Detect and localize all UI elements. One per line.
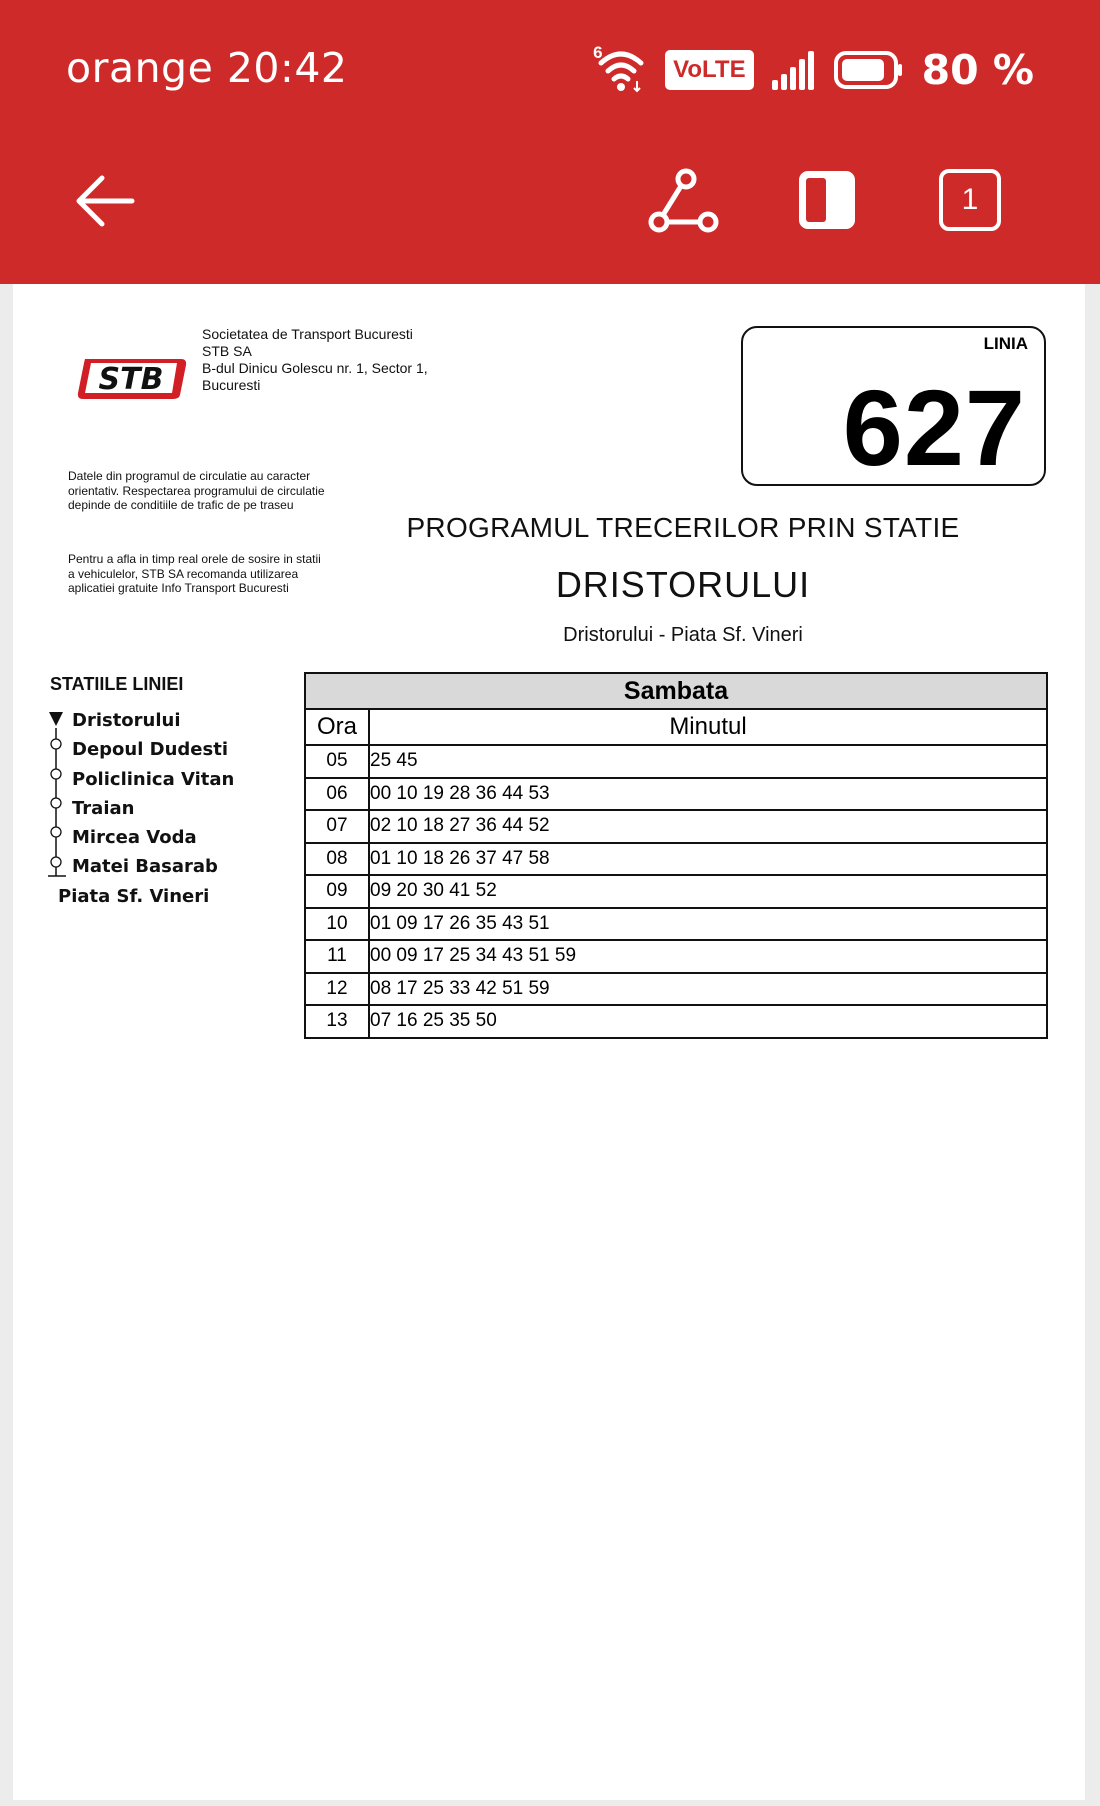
minutes-column-header: Minutul <box>669 713 747 740</box>
hour-column-header: Ora <box>306 710 370 744</box>
line-number: 627 <box>842 367 1026 488</box>
company-line: Bucuresti <box>202 377 261 393</box>
page-count-button[interactable] <box>938 168 1002 232</box>
stations-header: STATIILE LINIEI <box>50 674 184 694</box>
minutes-cell: 01 09 17 26 35 43 51 <box>370 912 550 934</box>
station-name: Matei Basarab <box>72 856 218 878</box>
battery-icon <box>834 50 904 90</box>
table-row <box>306 876 1046 909</box>
table-row <box>306 1006 1046 1037</box>
panel-toggle-icon <box>796 168 858 232</box>
program-title: PROGRAMUL TRECERILOR PRIN STATIE <box>406 512 960 543</box>
station-name: Depoul Dudesti <box>72 739 228 761</box>
table-row <box>306 941 1046 974</box>
station-title: DRISTORULUI <box>555 564 811 605</box>
schedule-day: Sambata <box>306 674 1046 710</box>
hour-cell: 06 <box>306 779 370 810</box>
wifi-badge: 6 <box>593 43 603 62</box>
status-carrier-time: orange 20:42 <box>66 44 348 92</box>
hour-cell: 13 <box>306 1006 370 1037</box>
back-button[interactable] <box>72 168 138 239</box>
stb-logo <box>77 355 189 408</box>
minutes-cell: 08 17 25 33 42 51 59 <box>370 977 550 999</box>
table-row <box>306 779 1046 812</box>
pdf-page[interactable] <box>13 284 1085 1800</box>
hour-cell: 11 <box>306 941 370 972</box>
svg-text:STB: STB <box>98 362 164 397</box>
station-name: Mircea Voda <box>72 827 197 849</box>
table-row <box>306 974 1046 1007</box>
station-name: Dristorului <box>72 710 181 731</box>
table-row <box>306 844 1046 877</box>
station-name: Policlinica Vitan <box>72 768 235 790</box>
battery-percent: 80 % <box>921 46 1034 94</box>
page-count-label: 1 <box>961 183 979 216</box>
route-line-graphic <box>48 710 72 895</box>
company-info <box>202 326 428 394</box>
company-line: B-dul Dinicu Golescu nr. 1, Sector 1, <box>202 360 428 376</box>
company-line: STB SA <box>202 343 252 359</box>
signal-icon <box>772 50 816 90</box>
table-row <box>306 909 1046 942</box>
schedule-header-row <box>306 710 1046 746</box>
wifi-icon <box>593 43 647 93</box>
station-name: Traian <box>72 797 135 819</box>
route-subtitle: Dristorului - Piata Sf. Vineri <box>563 624 803 646</box>
arrow-left-icon <box>72 168 138 234</box>
panel-toggle-button[interactable] <box>796 168 858 237</box>
table-row <box>306 746 1046 779</box>
line-label: LINIA <box>983 334 1028 353</box>
app-bar <box>0 0 1100 284</box>
disclaimer-note: Datele din programul de circulatie au caracter orientativ. Respectarea programului de circulatie depinde de conditiile de trafic de pe traseu <box>68 469 325 512</box>
route-icon <box>648 168 720 234</box>
route-button[interactable] <box>648 168 720 239</box>
hour-cell: 05 <box>306 746 370 777</box>
hour-cell: 09 <box>306 876 370 907</box>
status-icons <box>575 44 1034 96</box>
minutes-cell: 25 45 <box>370 750 418 771</box>
minutes-cell: 00 10 19 28 36 44 53 <box>370 782 550 804</box>
hour-cell: 12 <box>306 974 370 1005</box>
minutes-cell: 02 10 18 27 36 44 52 <box>370 815 550 836</box>
station-name: Piata Sf. Vineri <box>58 885 210 907</box>
hour-cell: 10 <box>306 909 370 940</box>
line-box <box>741 326 1046 486</box>
volte-icon: VoLTE <box>665 50 753 90</box>
schedule-table <box>304 672 1048 1039</box>
hour-cell: 07 <box>306 811 370 842</box>
minutes-cell: 07 16 25 35 50 <box>370 1010 497 1031</box>
table-row <box>306 811 1046 844</box>
company-line: Societatea de Transport Bucuresti <box>202 326 413 342</box>
minutes-cell: 09 20 30 41 52 <box>370 880 497 901</box>
minutes-cell: 00 09 17 25 34 43 51 59 <box>370 945 577 966</box>
hour-cell: 08 <box>306 844 370 875</box>
info-app-note: Pentru a afla in timp real orele de sosire in statii a vehiculelor, STB SA recomanda utilizarea aplicatiei gratuite Info Transport Bucuresti <box>68 552 321 595</box>
minutes-cell: 01 10 18 26 37 47 58 <box>370 847 550 869</box>
